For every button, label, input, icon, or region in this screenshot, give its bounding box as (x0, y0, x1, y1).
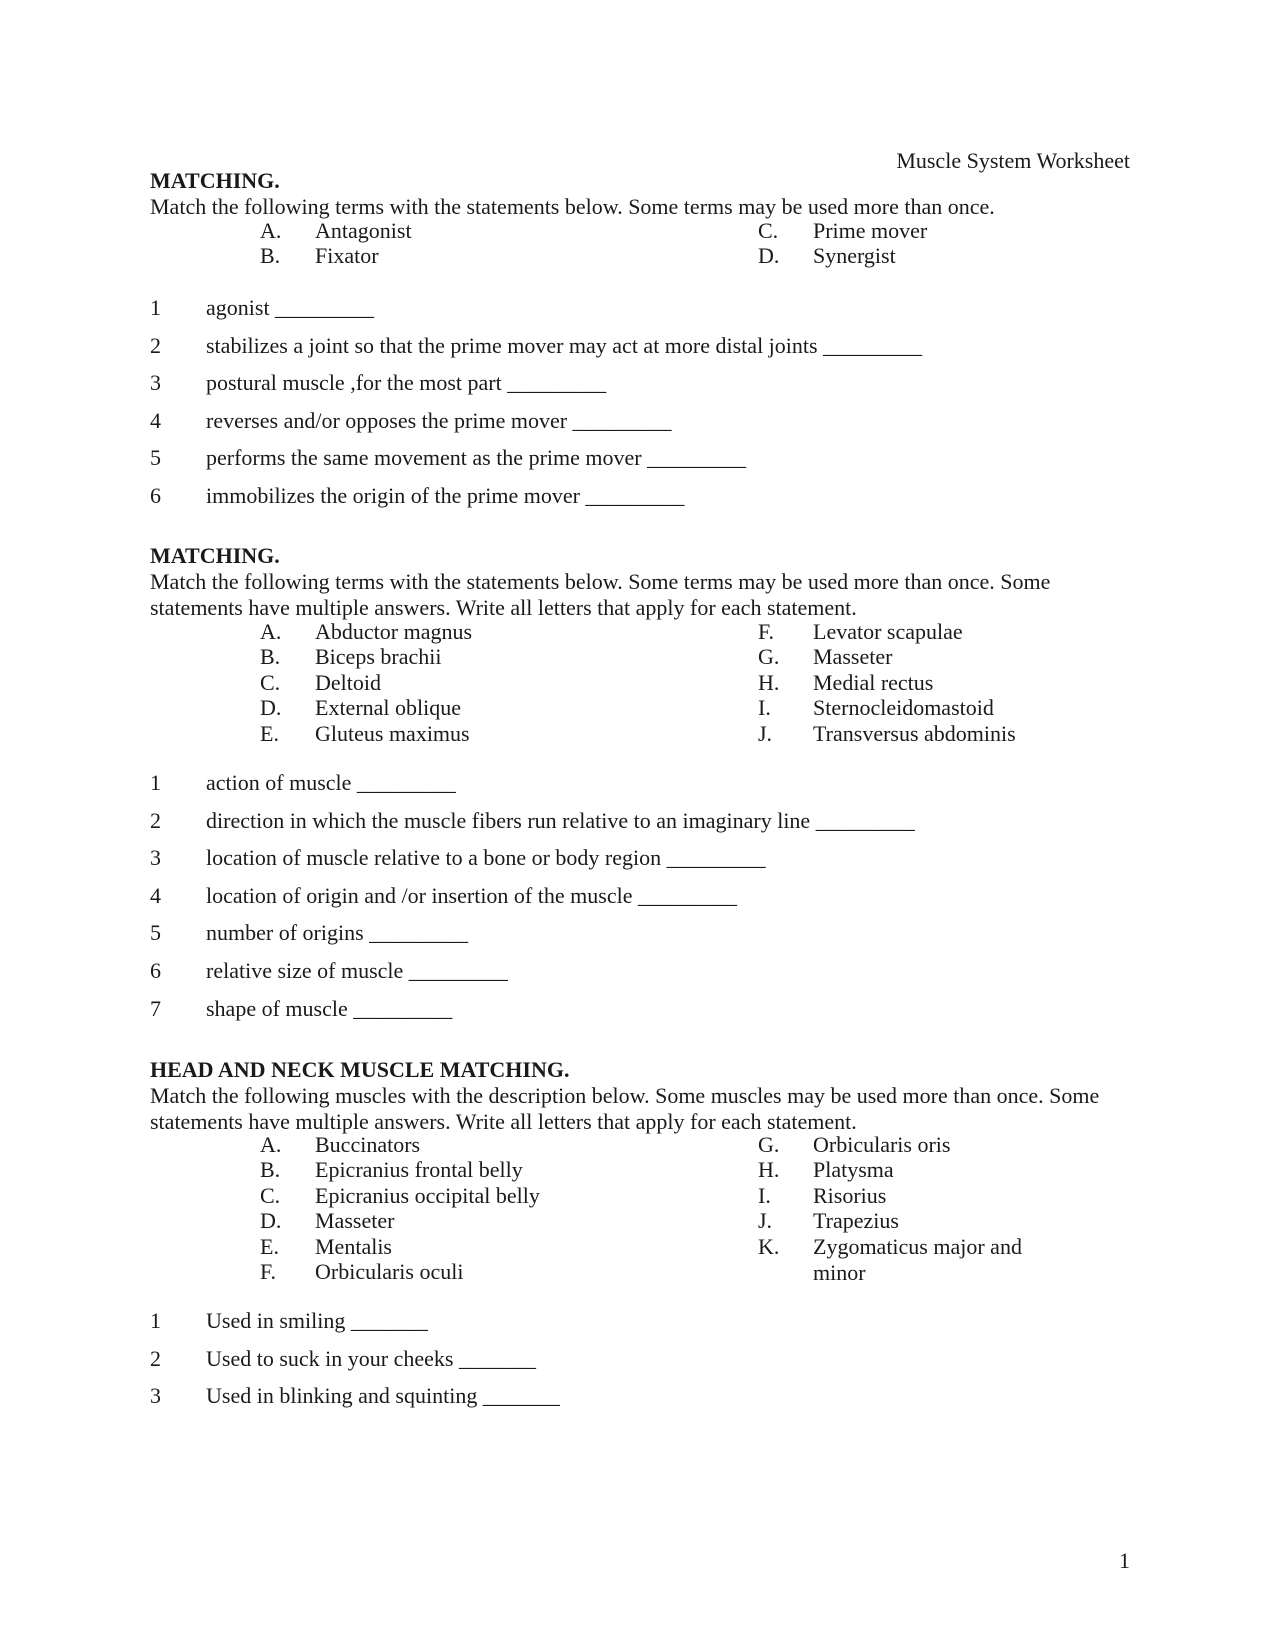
question-item (150, 996, 1130, 1034)
question-number: 2 (150, 1345, 161, 1371)
term-name: Orbicularis oculi (315, 1259, 464, 1284)
term-letter: D. (758, 243, 780, 269)
term-letter: A. (260, 1132, 282, 1157)
question-item (150, 408, 1130, 446)
term-name: Prime mover (813, 218, 928, 243)
term-name: Fixator (315, 243, 379, 269)
term-letter: F. (758, 619, 774, 644)
question-item (150, 1346, 1130, 1384)
question-number: 1 (150, 295, 161, 320)
term-name: Platysma (813, 1157, 894, 1183)
question-text: immobilizes the origin of the prime mover _________ (206, 482, 685, 508)
section-title: HEAD AND NECK MUSCLE MATCHING. (150, 1057, 570, 1082)
question-number: 4 (150, 882, 161, 908)
term-letter: K. (758, 1233, 780, 1259)
term-name: Trapezius (813, 1208, 899, 1234)
questions-list-3 (150, 1308, 1130, 1421)
question-text: direction in which the muscle fibers run relative to an imaginary line _________ (206, 807, 915, 833)
term-name: Synergist (813, 243, 896, 269)
term-letter: H. (758, 1157, 780, 1183)
question-item (150, 1383, 1130, 1421)
question-text: postural muscle ,for the most part _________ (206, 370, 607, 396)
page-number: 1 (1119, 1548, 1130, 1573)
section-instructions: Match the following terms with the statements below. Some terms may be used more than once. (150, 194, 995, 219)
question-number: 3 (150, 1383, 161, 1409)
term-letter: F. (260, 1259, 276, 1284)
term-name: Sternocleidomastoid (813, 695, 994, 721)
term-letter: C. (260, 669, 281, 695)
question-text: number of origins _________ (206, 920, 469, 946)
term-name: Epicranius occipital belly (315, 1182, 540, 1208)
question-item (150, 333, 1130, 371)
term-letter: C. (758, 218, 779, 243)
term-letter: B. (260, 1157, 281, 1183)
term-letter: A. (260, 619, 282, 644)
terms-list-3 (260, 1132, 1060, 1292)
question-item (150, 845, 1130, 883)
question-text: relative size of muscle _________ (206, 957, 508, 983)
question-number: 5 (150, 920, 161, 946)
question-number: 6 (150, 482, 161, 508)
term-letter: B. (260, 243, 281, 269)
term-letter: H. (758, 669, 780, 695)
question-item (150, 958, 1130, 996)
page-header-title: Muscle System Worksheet (896, 148, 1130, 173)
term-letter: J. (758, 720, 773, 746)
question-item (150, 920, 1130, 958)
question-item (150, 370, 1130, 408)
term-name: Epicranius frontal belly (315, 1157, 523, 1183)
question-item (150, 883, 1130, 921)
section-instructions: Match the following muscles with the description below. Some muscles may be used more than once. Some statements have multiple answers. Write all letters that apply for each statement. (150, 1083, 1100, 1134)
questions-list-1 (150, 295, 1130, 521)
question-text: location of origin and /or insertion of the muscle _________ (206, 882, 737, 908)
term-letter: E. (260, 720, 279, 746)
question-number: 2 (150, 807, 161, 833)
term-letter: I. (758, 695, 771, 721)
term-letter: J. (758, 1208, 773, 1234)
question-number: 2 (150, 332, 161, 358)
section-instructions: Match the following terms with the statements below. Some terms may be used more than once. Some statements have multiple answers. Write all letters that apply for each statement. (150, 569, 1051, 620)
term-name: Medial rectus (813, 669, 934, 695)
question-text: action of muscle _________ (206, 770, 456, 795)
term-letter: I. (758, 1182, 771, 1208)
term-letter: C. (260, 1182, 281, 1208)
question-number: 1 (150, 770, 161, 795)
question-number: 4 (150, 407, 161, 433)
question-number: 5 (150, 445, 161, 471)
term-letter: D. (260, 695, 282, 721)
question-item (150, 445, 1130, 483)
term-name: Abductor magnus (315, 619, 473, 644)
term-letter: G. (758, 644, 780, 670)
term-name: Antagonist (315, 218, 412, 243)
term-letter: E. (260, 1233, 279, 1259)
term-letter: G. (758, 1132, 780, 1157)
question-text: stabilizes a joint so that the prime mover may act at more distal joints _________ (206, 332, 923, 358)
question-number: 1 (150, 1308, 161, 1333)
question-item (150, 808, 1130, 846)
term-letter: A. (260, 218, 282, 243)
term-letter: D. (260, 1208, 282, 1234)
question-text: location of muscle relative to a bone or body region _________ (206, 845, 766, 871)
term-name: Transversus abdominis (813, 720, 1016, 746)
term-name: Deltoid (315, 669, 381, 695)
section-title: MATCHING. (150, 543, 280, 568)
question-text: Used to suck in your cheeks _______ (206, 1345, 536, 1371)
section-head-neck (150, 1057, 1130, 1135)
term-name: Mentalis (315, 1233, 392, 1259)
term-name: Levator scapulae (813, 619, 963, 644)
terms-list-2 (260, 619, 1060, 749)
term-name: Zygomaticus major and minor (813, 1233, 1022, 1285)
term-name: Biceps brachii (315, 644, 442, 670)
question-text: performs the same movement as the prime mover _________ (206, 445, 747, 471)
section-matching-2 (150, 543, 1130, 621)
question-text: agonist _________ (206, 295, 375, 320)
question-text: reverses and/or opposes the prime mover _________ (206, 407, 672, 433)
section-matching-1 (150, 168, 1130, 220)
questions-list-2 (150, 770, 1130, 1033)
question-item (150, 483, 1130, 521)
term-name: Masseter (813, 644, 893, 670)
question-number: 6 (150, 957, 161, 983)
term-name: Masseter (315, 1208, 395, 1234)
question-number: 3 (150, 370, 161, 396)
term-name: Gluteus maximus (315, 720, 470, 746)
term-letter: B. (260, 644, 281, 670)
question-number: 3 (150, 845, 161, 871)
question-number: 7 (150, 995, 161, 1021)
question-item (150, 295, 1130, 333)
section-title: MATCHING. (150, 168, 280, 193)
question-item (150, 770, 1130, 808)
terms-list-1 (260, 218, 1060, 270)
question-text: Used in blinking and squinting _______ (206, 1383, 560, 1409)
term-name: Orbicularis oris (813, 1132, 951, 1157)
term-name: Risorius (813, 1182, 887, 1208)
question-text: shape of muscle _________ (206, 995, 453, 1021)
question-text: Used in smiling _______ (206, 1308, 428, 1333)
term-name: Buccinators (315, 1132, 421, 1157)
term-name: External oblique (315, 695, 462, 721)
question-item (150, 1308, 1130, 1346)
